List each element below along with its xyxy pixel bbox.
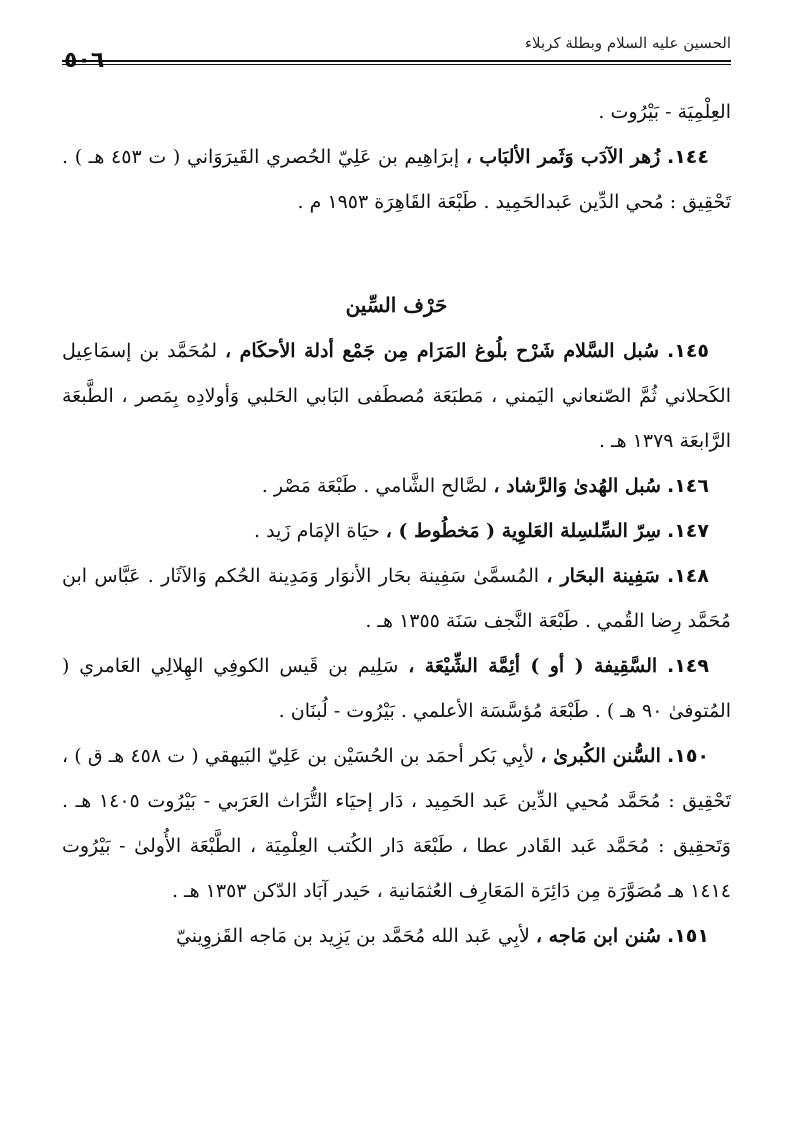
header-rule	[62, 60, 731, 62]
entry-text: المُسمَّىٰ سَفِينة بحَار الأنوَار وَمَدِينة الحُكم وَالآثَار . عَبَّاس ابن مُحَمَّد رِضا القُمي . طَبْعَة النَّجف سَنَة ١٣٥٥ هـ .	[62, 565, 731, 632]
section-heading: حَرْف السِّين	[345, 293, 448, 317]
page-header	[62, 28, 731, 80]
entry-number: ١٤٩.	[666, 655, 709, 677]
entry-number: ١٤٨.	[666, 565, 709, 587]
entry-text: سَلِيم بن قَيس الكوفِي الهِلالِي العَامري ( المُتوفىٰ ٩٠ هـ ) . طَبْعَة مُؤسَّسَة الأعلمي . بَيْرُوت - لُبنَان .	[62, 655, 731, 722]
entry-number: ١٥٠.	[667, 745, 710, 767]
section-gap	[62, 225, 731, 281]
entry-title: السَّقِيفة ( أو ) أئِمَّة الشِّيْعَة ،	[408, 655, 658, 677]
entry-text: حيَاة الإمَام زَيد .	[254, 520, 380, 542]
entry-number: ١٥١.	[666, 925, 709, 947]
bibliography-entry-148	[62, 554, 731, 644]
entry-number: ١٤٥.	[667, 340, 710, 362]
page-number: ٥٠٦	[64, 48, 105, 73]
entry-text: لمُحَمَّد بن إسمَاعِيل الكَحلاني ثُمَّ الصّنعاني اليَمني ، مَطبَعَة مُصطَفى البَابي الحَلبي وَأولادِه بِمَصر ، الطَّبعَة الرَّابعَة ١٣٧٩ هـ .	[62, 340, 731, 452]
entry-title: السُّنن الكُبرىٰ ،	[540, 745, 661, 767]
bibliography-body	[62, 90, 731, 959]
header-rule-thin	[62, 64, 731, 65]
entry-number: ١٤٦.	[666, 475, 709, 497]
entry-text: لصَّالح الشَّامي . طَبْعَة مَصْر .	[261, 475, 488, 497]
bibliography-entry-144	[62, 135, 731, 225]
bibliography-entry-151	[62, 914, 731, 959]
bibliography-entry-145	[62, 329, 731, 464]
bibliography-entry-150	[62, 734, 731, 914]
entry-title: سَفِينة البحَار ،	[546, 565, 660, 587]
running-title: الحسين عليه السلام وبطلة كربلاء	[525, 34, 731, 52]
entry-title: سُبل السَّلام شَرْح بلُوغ المَرَام مِن جَمْع أدلة الأحكَام ،	[225, 340, 660, 362]
entry-number: ١٤٤.	[666, 146, 709, 168]
bibliography-entry-149	[62, 644, 731, 734]
entry-text: إبرَاهِيم بن عَلِيّ الحُصري القَيرَوَاني ( ت ٤٥٣ هـ ) . تَحْقِيق : مُحي الدِّين عَبدالحَمِيد . طَبْعَة القَاهِرَة ١٩٥٣ م .	[62, 146, 731, 213]
bibliography-entry-146	[62, 464, 731, 509]
continuation-text: العِلْمِيَة - بَيْرُوت .	[598, 101, 731, 123]
entry-number: ١٤٧.	[666, 520, 709, 542]
entry-title: سِرّ السِّلسِلة العَلوِية ( مَخطُوط ) ،	[385, 520, 661, 542]
entry-text: لأبِي عَبد الله مُحَمَّد بن يَزِيد بن مَاجه القَزوِينيّ	[175, 925, 530, 947]
entry-text: لأبِي بَكر أحمَد بن الحُسَيْن بن عَلِيّ البَيهقي ( ت ٤٥٨ هـ ق ) ، تَحْقِيق : مُحَمَّد مُحيي الدِّين عَبد الحَمِيد ، دَار إحيَاء التُّرَاث العَرَبي - بَيْرُوت ١٤٠٥ هـ . وَتَحقِيق : مُحَمَّد عَبد القَادر عطا ، طَبْعَة دَار الكُتب العِلْمِيَة ، الطَّبْعَة الأُولىٰ - بَيْرُوت ١٤١٤ هـ مُصَوَّرَة مِن دَائِرَة المَعَارِف العُثمَانية ، حَيدر آبَاد الدّكن ١٣٥٣ هـ .	[62, 745, 731, 902]
bibliography-entry-147	[62, 509, 731, 554]
entry-title: سُبل الهُدىٰ وَالرَّشاد ،	[493, 475, 661, 497]
entry-title: زُهر الآدَب وَثَمر الألبَاب ،	[465, 146, 661, 168]
entry-title: سُنن ابن مَاجه ،	[535, 925, 661, 947]
